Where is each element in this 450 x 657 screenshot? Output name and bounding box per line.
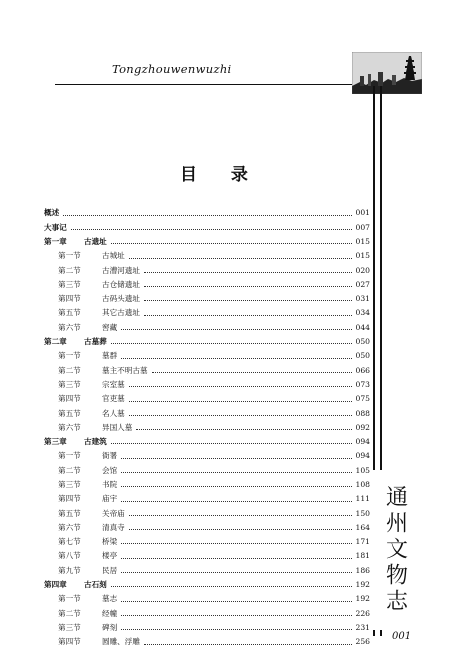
- toc-chapter-row: [44, 235, 370, 249]
- toc-leader-dots: [111, 443, 352, 444]
- toc-entry-label: [44, 224, 69, 232]
- series-title: Tongzhouwenwuzhi: [112, 62, 232, 76]
- toc-entry-section: 第二节: [58, 265, 81, 275]
- toc-section-row: [44, 306, 370, 320]
- toc-entry-section: 第四节: [58, 637, 81, 647]
- toc-section-row: [44, 506, 370, 520]
- toc-section-row: [44, 420, 370, 434]
- toc-section-row: [44, 635, 370, 649]
- toc-leader-dots: [144, 644, 352, 645]
- toc-entry-section: 第四节: [58, 494, 81, 504]
- toc-entry-title: 古码头遗址: [102, 294, 140, 304]
- toc-leader-dots: [144, 315, 352, 316]
- toc-entry-title: 古漕河遗址: [102, 265, 140, 275]
- toc-leader-dots: [152, 372, 352, 373]
- side-book-title: 通州文物志: [382, 485, 408, 615]
- toc-entry-title: 经幢: [102, 608, 118, 618]
- toc-section-row: [44, 363, 370, 377]
- toc-entry-page: 150: [355, 508, 370, 518]
- toc-section-row: [44, 463, 370, 477]
- toc-entry-section: 第四节: [58, 394, 81, 404]
- toc-entry-page: 020: [355, 265, 370, 275]
- toc-entry-page: 111: [355, 494, 370, 504]
- toc-leader-dots: [121, 329, 352, 330]
- toc-entry-title: 衙署: [102, 451, 118, 461]
- toc-entry-title: 书院: [102, 479, 118, 489]
- toc-entry-label: [44, 367, 150, 375]
- toc-entry-label: [44, 538, 119, 546]
- toc-leader-dots: [121, 472, 352, 473]
- toc-entry-label: [44, 338, 109, 346]
- toc-entry-section: 第五节: [58, 408, 81, 418]
- toc-section-row: [44, 621, 370, 635]
- toc-entry-page: 192: [355, 594, 370, 604]
- toc-entry-title: 古建筑: [84, 437, 107, 447]
- toc-leader-dots: [129, 515, 352, 516]
- toc-section-row: [44, 263, 370, 277]
- toc-entry-label: [44, 381, 127, 389]
- toc-entry-page: 192: [355, 580, 370, 590]
- toc-entry-section: 第三节: [58, 279, 81, 289]
- toc-entry-title: 异国人墓: [102, 422, 133, 432]
- toc-entry-page: 001: [355, 208, 370, 218]
- toc-leader-dots: [121, 615, 352, 616]
- toc-leader-dots: [111, 343, 352, 344]
- toc-entry-section: 第一节: [58, 351, 81, 361]
- toc-entry-section: 大事记: [44, 222, 67, 232]
- toc-leader-dots: [121, 458, 352, 459]
- toc-entry-label: [44, 209, 61, 217]
- toc-entry-title: 其它古遗址: [102, 308, 140, 318]
- toc-entry-label: [44, 267, 142, 275]
- toc-entry-page: 015: [355, 236, 370, 246]
- toc-entry-label: [44, 495, 119, 503]
- toc-entry-page: 050: [355, 337, 370, 347]
- toc-entry-page: 108: [355, 479, 370, 489]
- toc-entry-label: [44, 410, 127, 418]
- toc-leader-dots: [121, 572, 352, 573]
- toc-entry-page: 075: [355, 394, 370, 404]
- toc-leader-dots: [121, 486, 352, 487]
- toc-entry-section: 第六节: [58, 322, 81, 332]
- toc-entry-section: 第五节: [58, 508, 81, 518]
- toc-entry-title: 古石刻: [84, 580, 107, 590]
- toc-leader-dots: [129, 529, 352, 530]
- toc-entry-title: 墓群: [102, 351, 118, 361]
- toc-entry-title: 名人墓: [102, 408, 125, 418]
- toc-section-row: [44, 378, 370, 392]
- toc-entry-title: 关帝庙: [102, 508, 125, 518]
- toc-entry-label: [44, 238, 109, 246]
- toc-entry-label: [44, 324, 119, 332]
- toc-entry-title: 古仓储遗址: [102, 279, 140, 289]
- toc-entry-label: [44, 481, 119, 489]
- toc-entry-page: 171: [355, 537, 370, 547]
- toc-entry-page: 050: [355, 351, 370, 361]
- toc-entry-title: 窖藏: [102, 322, 118, 332]
- toc-leader-dots: [71, 229, 352, 230]
- side-book-title-box: [372, 470, 418, 630]
- toc-entry-page: 034: [355, 308, 370, 318]
- toc-leader-dots: [63, 215, 352, 216]
- toc-section-row: [44, 606, 370, 620]
- toc-entry-page: 015: [355, 251, 370, 261]
- toc-section-row: [44, 320, 370, 334]
- toc-entry-page: 186: [355, 565, 370, 575]
- toc-entry-title: 庙宇: [102, 494, 118, 504]
- toc-entry-title: 古遗址: [84, 236, 107, 246]
- toc-chapter-row: [44, 220, 370, 234]
- toc-entry-section: 第八节: [58, 551, 81, 561]
- toc-entry-section: 第一节: [58, 594, 81, 604]
- toc-entry-section: 第二章: [44, 337, 67, 347]
- toc-entry-title: 清真寺: [102, 522, 125, 532]
- toc-entry-label: [44, 309, 142, 317]
- toc-leader-dots: [111, 586, 352, 587]
- toc-entry-title: 圆雕、浮雕: [102, 637, 140, 647]
- toc-entry-page: 164: [355, 522, 370, 532]
- toc-entry-label: [44, 624, 119, 632]
- toc-entry-page: 105: [355, 465, 370, 475]
- toc-entry-title: 官吏墓: [102, 394, 125, 404]
- toc-entry-label: [44, 295, 142, 303]
- toc-entry-title: 古城址: [102, 251, 125, 261]
- toc-entry-section: 第七节: [58, 537, 81, 547]
- toc-entry-label: [44, 424, 134, 432]
- toc-entry-section: 第四章: [44, 580, 67, 590]
- toc-entry-title: 墓主不明古墓: [102, 365, 148, 375]
- toc-entry-title: 民居: [102, 565, 118, 575]
- toc-entry-title: 楼亭: [102, 551, 118, 561]
- toc-section-row: [44, 406, 370, 420]
- toc-entry-label: [44, 352, 119, 360]
- toc-entry-label: [44, 252, 127, 260]
- toc-chapter-row: [44, 435, 370, 449]
- toc-entry-page: 066: [355, 365, 370, 375]
- toc-entry-section: 第一节: [58, 251, 81, 261]
- toc-entry-title: 古墓葬: [84, 337, 107, 347]
- toc-leader-dots: [129, 258, 352, 259]
- toc-section-row: [44, 492, 370, 506]
- toc-leader-dots: [129, 401, 352, 402]
- toc-entry-page: 073: [355, 379, 370, 389]
- toc-section-row: [44, 277, 370, 291]
- toc-chapter-row: [44, 335, 370, 349]
- toc-entry-section: 第六节: [58, 522, 81, 532]
- toc-entry-page: 007: [355, 222, 370, 232]
- toc-entry-page: 092: [355, 422, 370, 432]
- toc-entry-section: 第五节: [58, 308, 81, 318]
- toc-section-row: [44, 563, 370, 577]
- toc-leader-dots: [121, 601, 352, 602]
- toc-entry-page: 094: [355, 437, 370, 447]
- toc-entry-label: [44, 581, 109, 589]
- toc-entry-section: 第二节: [58, 608, 81, 618]
- toc-entry-section: 第一节: [58, 451, 81, 461]
- toc-entry-section: 第二节: [58, 465, 81, 475]
- toc-entry-title: 碑刻: [102, 622, 118, 632]
- toc-section-row: [44, 392, 370, 406]
- toc-entry-section: 第三章: [44, 437, 67, 447]
- toc-entry-page: 027: [355, 279, 370, 289]
- toc-entry-section: 第三节: [58, 479, 81, 489]
- toc-section-row: [44, 535, 370, 549]
- toc-entry-page: 094: [355, 451, 370, 461]
- toc-entry-page: 226: [355, 608, 370, 618]
- toc-section-row: [44, 292, 370, 306]
- toc-entry-title: 墓志: [102, 594, 118, 604]
- toc-entry-title: 会馆: [102, 465, 118, 475]
- toc-chapter-row: [44, 578, 370, 592]
- header-rule: [55, 84, 355, 85]
- toc-section-row: [44, 478, 370, 492]
- toc-entry-section: 第一章: [44, 236, 67, 246]
- toc-leader-dots: [121, 358, 352, 359]
- toc-entry-page: 181: [355, 551, 370, 561]
- toc-entry-label: [44, 638, 142, 646]
- toc-entry-section: 第三节: [58, 622, 81, 632]
- toc-section-row: [44, 349, 370, 363]
- toc-section-row: [44, 592, 370, 606]
- toc-entry-title: 桥梁: [102, 537, 118, 547]
- toc-entry-label: [44, 610, 119, 618]
- toc-leader-dots: [121, 629, 352, 630]
- toc-entry-section: 概述: [44, 208, 60, 218]
- toc-entry-section: 第四节: [58, 294, 81, 304]
- toc-entry-label: [44, 567, 119, 575]
- toc-entry-page: 044: [355, 322, 370, 332]
- toc-entry-page: 256: [355, 637, 370, 647]
- toc-entry-label: [44, 281, 142, 289]
- toc-leader-dots: [121, 558, 352, 559]
- toc-leader-dots: [144, 272, 352, 273]
- toc-chapter-row: [44, 206, 370, 220]
- toc-section-row: [44, 449, 370, 463]
- toc-entry-label: [44, 552, 119, 560]
- toc-leader-dots: [129, 415, 352, 416]
- toc-entry-section: 第九节: [58, 565, 81, 575]
- toc-list: [44, 206, 370, 649]
- toc-entry-section: 第三节: [58, 379, 81, 389]
- toc-entry-title: 宗室墓: [102, 379, 125, 389]
- toc-entry-page: 031: [355, 294, 370, 304]
- toc-entry-label: [44, 510, 127, 518]
- toc-entry-section: 第二节: [58, 365, 81, 375]
- toc-entry-section: 第六节: [58, 422, 81, 432]
- toc-section-row: [44, 249, 370, 263]
- toc-entry-label: [44, 438, 109, 446]
- toc-entry-label: [44, 467, 119, 475]
- toc-entry-page: 231: [355, 622, 370, 632]
- toc-section-row: [44, 521, 370, 535]
- toc-leader-dots: [121, 543, 352, 544]
- pagoda-photo-icon: [352, 52, 422, 94]
- toc-entry-page: 088: [355, 408, 370, 418]
- toc-entry-label: [44, 524, 127, 532]
- toc-entry-label: [44, 595, 119, 603]
- toc-leader-dots: [144, 286, 352, 287]
- toc-section-row: [44, 549, 370, 563]
- toc-leader-dots: [129, 386, 352, 387]
- toc-entry-label: [44, 452, 119, 460]
- toc-leader-dots: [136, 429, 352, 430]
- toc-leader-dots: [111, 243, 352, 244]
- toc-leader-dots: [121, 501, 352, 502]
- toc-entry-label: [44, 395, 127, 403]
- page-number: 001: [392, 631, 412, 642]
- toc-leader-dots: [144, 300, 352, 301]
- toc-heading: 目 录: [180, 165, 262, 185]
